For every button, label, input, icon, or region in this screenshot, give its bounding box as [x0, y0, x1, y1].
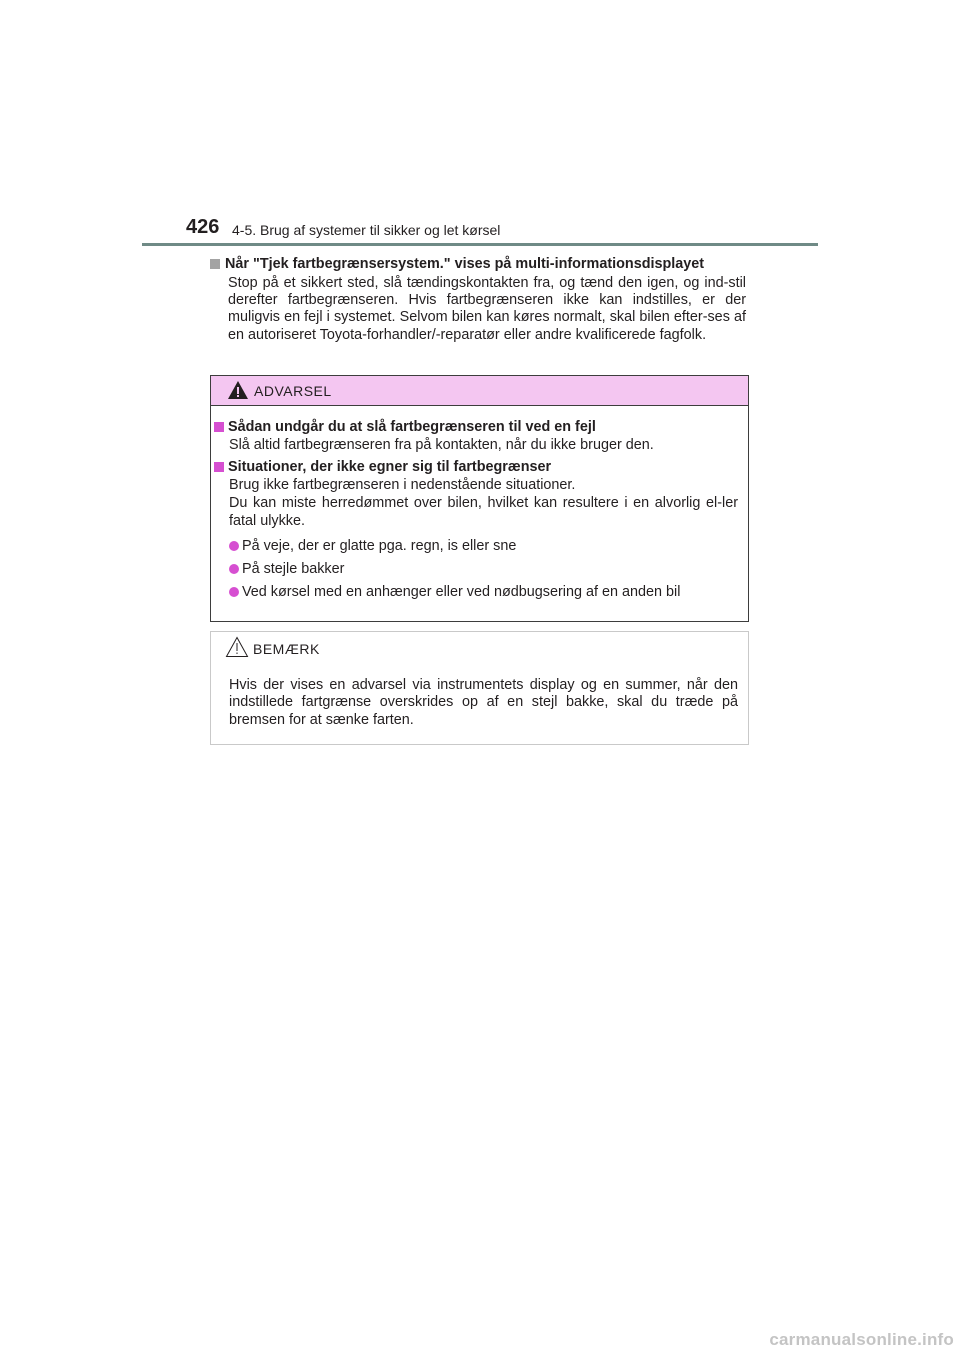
list-item — [229, 537, 738, 555]
warning-bullet-list — [229, 537, 738, 601]
warning-box — [210, 375, 749, 622]
warning-item-heading-text: Situationer, der ikke egner sig til fartbegrænser — [228, 459, 552, 475]
warning-content — [211, 406, 748, 601]
warning-item-unsuitable-situations — [211, 458, 738, 601]
notice-box — [210, 631, 749, 745]
warning-title: ADVARSEL — [254, 383, 332, 399]
warning-header — [211, 376, 748, 406]
round-bullet-icon — [229, 564, 239, 574]
list-item-text: På veje, der er glatte pga. regn, is eller sne — [242, 538, 517, 554]
warning-item-line-1: Brug ikke fartbegrænseren i nedenstående situationer. — [229, 477, 576, 493]
list-item — [229, 560, 738, 578]
round-bullet-icon — [229, 587, 239, 597]
warning-triangle-icon — [227, 380, 249, 400]
round-bullet-icon — [229, 541, 239, 551]
header-rule — [142, 243, 818, 246]
warning-item-avoid-accidental — [211, 418, 738, 454]
warning-item-line-2: Du kan miste herredømmet over bilen, hvilket kan resultere i en alvorlig el-ler fatal ulykke. — [229, 495, 738, 529]
page-number: 426 — [186, 216, 220, 238]
section-heading — [210, 255, 746, 274]
notice-text: Hvis der vises en advarsel via instrumentets display og en summer, når den indstillede fartgrænse overskrides op af en stejl bakke, skal du træde på bremsen for at sænke farten. — [229, 677, 738, 728]
warning-item-heading-text: Sådan undgår du at slå fartbegrænseren til ved en fejl — [228, 419, 596, 435]
warning-item-body — [229, 436, 738, 454]
section-heading-text: Når "Tjek fartbegrænsersystem." vises på multi-informationsdisplayet — [225, 256, 705, 272]
list-item-text: På stejle bakker — [242, 561, 345, 577]
square-bullet-icon — [210, 259, 220, 269]
warning-item-text: Slå altid fartbegrænseren fra på kontakten, når du ikke bruger den. — [229, 437, 654, 453]
list-item — [229, 583, 738, 601]
square-bullet-icon — [214, 462, 224, 472]
square-bullet-icon — [214, 422, 224, 432]
notice-title: BEMÆRK — [253, 641, 320, 657]
notice-triangle-outline-icon — [225, 636, 249, 658]
section-check-speed-limiter — [210, 255, 746, 344]
section-body: Stop på et sikkert sted, slå tændingskontakten fra, og tænd den igen, og ind-stil derefter fartbegrænseren. Hvis fartbegrænseren ikke kan indstilles, er der muligvis en fejl i systemet. Selvom bilen kan køres normalt, skal bilen efter-ses af en autoriseret Toyota-forhandler/-reparatør eller andre kvalificerede fagfolk. — [228, 275, 746, 343]
notice-header — [211, 632, 748, 661]
list-item-text: Ved kørsel med en anhænger eller ved nødbugsering af en anden bil — [242, 584, 681, 600]
warning-item-heading — [211, 418, 738, 436]
watermark: carmanualsonline.info — [769, 1330, 954, 1349]
warning-item-heading — [211, 458, 738, 476]
running-head: 4-5. Brug af systemer til sikker og let kørsel — [232, 222, 501, 238]
warning-item-body — [229, 476, 738, 530]
